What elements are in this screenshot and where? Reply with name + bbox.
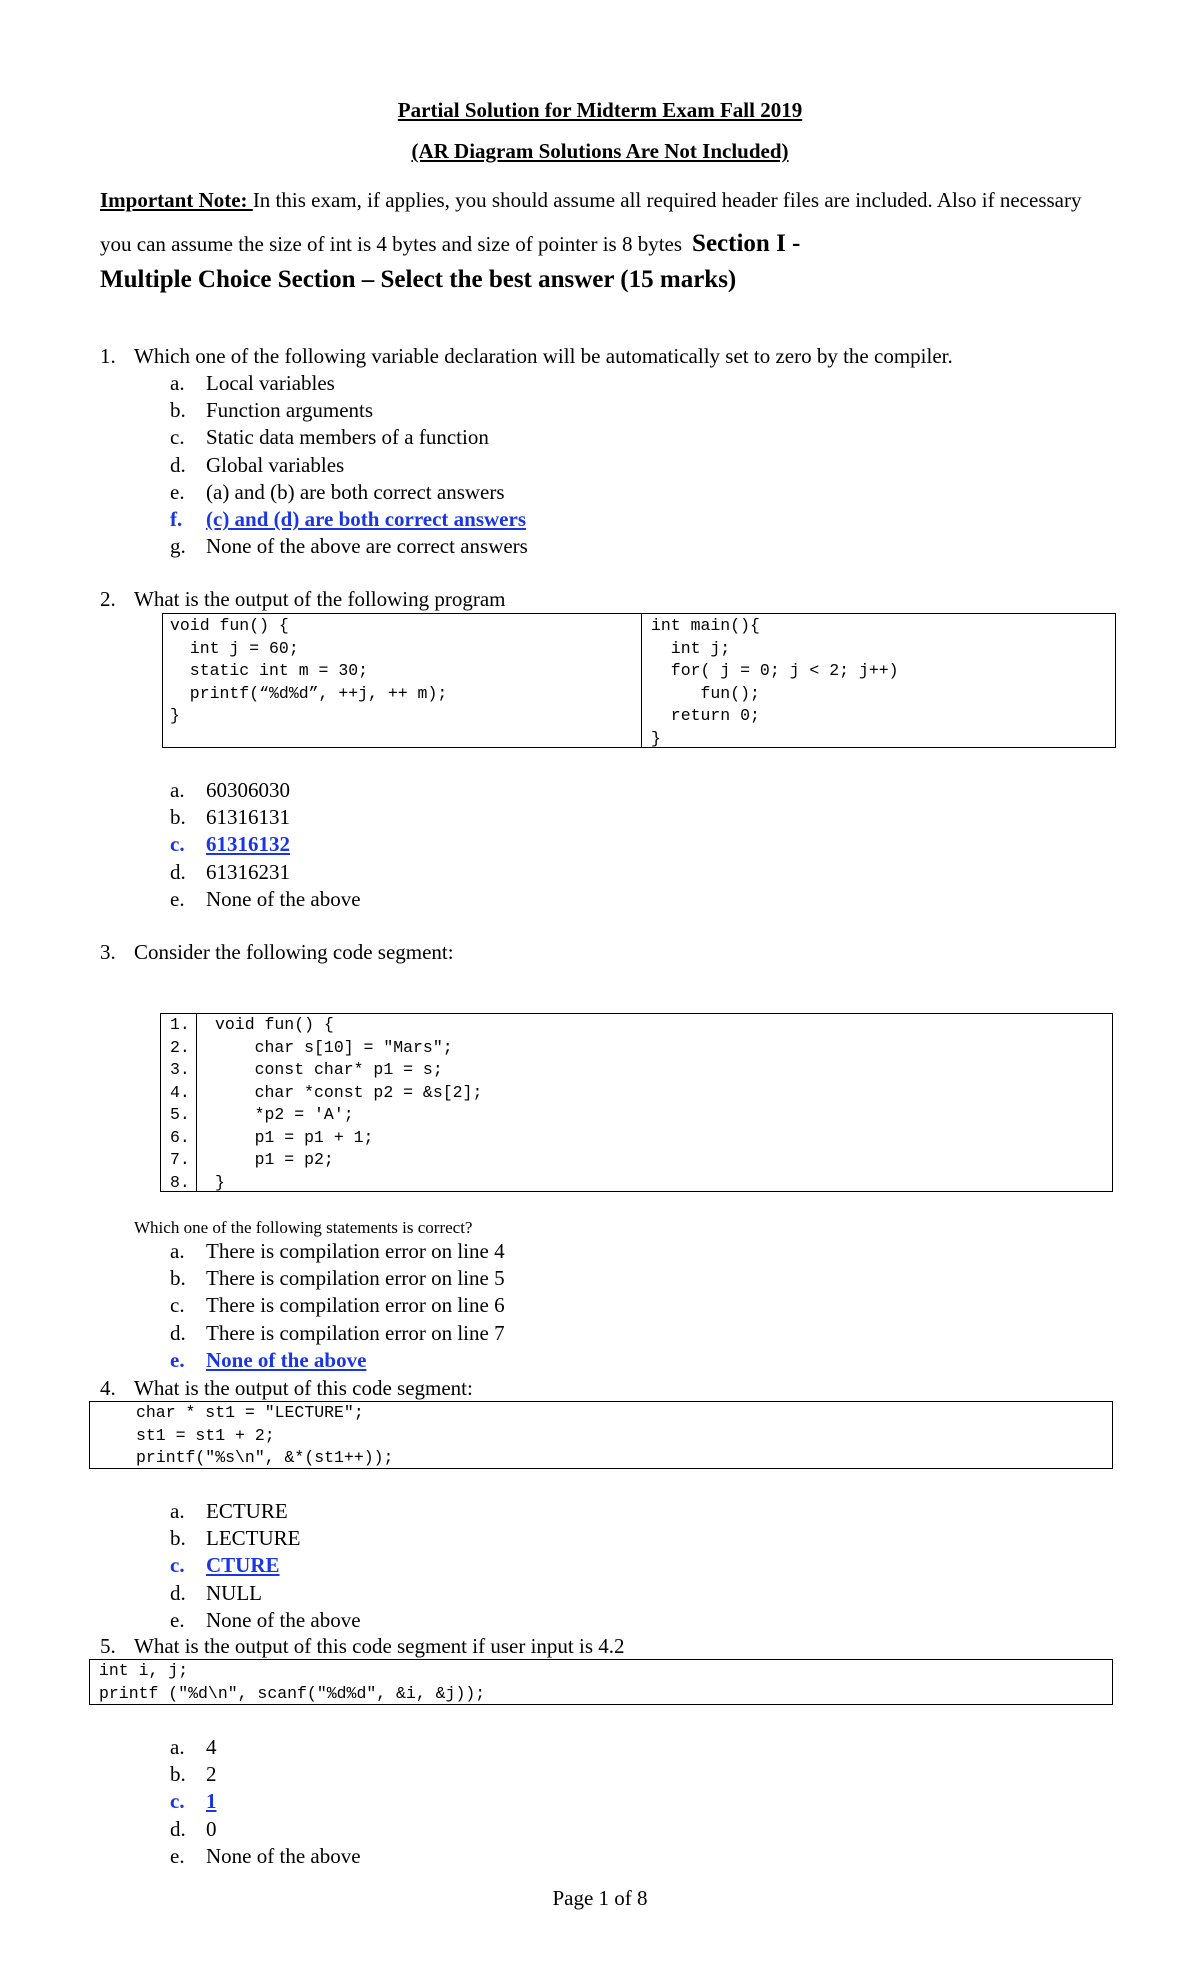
option-text: (a) and (b) are both correct answers	[206, 479, 505, 504]
answer-option	[170, 804, 361, 831]
option-text: None of the above	[206, 886, 361, 911]
code-line: int main(){	[651, 616, 760, 635]
question-text: What is the output of this code segment:	[134, 1376, 473, 1400]
option-label: e.	[170, 886, 185, 911]
code-line: st1 = st1 + 2;	[136, 1425, 275, 1445]
option-label: a.	[170, 1499, 185, 1523]
answer-option	[170, 1320, 505, 1347]
answer-option	[170, 1498, 361, 1525]
option-label: c.	[170, 1553, 185, 1578]
option-label: b.	[170, 1762, 186, 1787]
code-line: int i, j;	[99, 1661, 189, 1680]
code-line: 1.	[170, 1015, 190, 1034]
section-heading-part1: Section I -	[692, 230, 801, 257]
important-note	[100, 178, 1110, 266]
option-text: 61316131	[206, 805, 290, 830]
code-line: }	[215, 1172, 225, 1192]
option-label: d.	[170, 859, 186, 884]
answer-option	[170, 1580, 361, 1607]
option-text: 61316231	[206, 859, 290, 884]
question-4-options	[170, 1498, 361, 1634]
code-line: void fun() {	[215, 1015, 334, 1034]
answer-option	[170, 1525, 361, 1552]
note-text: In this exam, if applies, you should assume all required header files are included. Also if necessary you can assume the size of int is 4 bytes and size of pointer is 8 bytes	[100, 188, 1082, 256]
answer-option	[170, 397, 528, 424]
option-label: e.	[170, 1607, 185, 1632]
option-text: There is compilation error on line 5	[206, 1266, 505, 1291]
question-1-options	[170, 370, 528, 560]
sub-question: Which one of the following statements is correct?	[134, 1218, 473, 1237]
option-label: a.	[170, 1239, 185, 1263]
code-block	[136, 1402, 393, 1470]
code-line: 4.	[170, 1082, 190, 1102]
option-text: 1	[206, 1789, 217, 1814]
option-text: 2	[206, 1762, 217, 1787]
option-label: d.	[170, 1320, 186, 1345]
page-footer: Page 1 of 8	[552, 1886, 648, 1910]
section-heading-part2: Multiple Choice Section – Select the best answer (15 marks)	[100, 266, 737, 293]
question-text: Consider the following code segment:	[134, 940, 454, 964]
option-text: (c) and (d) are both correct answers	[206, 506, 526, 531]
code-line: 2.	[170, 1037, 190, 1057]
code-line: 6.	[170, 1127, 190, 1147]
code-block	[215, 1014, 482, 1194]
page-title: Partial Solution for Midterm Exam Fall 2019	[397, 98, 803, 122]
code-line: printf(“%d%d”, ++j, ++ m);	[170, 683, 448, 703]
answer-option	[170, 777, 361, 804]
answer-option-correct	[170, 506, 528, 533]
answer-option	[170, 1607, 361, 1634]
option-text: There is compilation error on line 4	[206, 1239, 505, 1263]
option-label: d.	[170, 452, 186, 477]
option-label: e.	[170, 1347, 185, 1372]
answer-option	[170, 1238, 505, 1265]
option-text: Static data members of a function	[206, 425, 489, 450]
answer-option	[170, 886, 361, 913]
question-number: 3.	[100, 940, 116, 964]
answer-option-correct	[170, 1552, 361, 1579]
option-text: 0	[206, 1816, 217, 1841]
question-text: Which one of the following variable declaration will be automatically set to zero by the compiler.	[134, 344, 953, 368]
answer-option	[170, 533, 528, 560]
answer-option	[170, 370, 528, 397]
code-line: char *const p2 = &s[2];	[215, 1082, 483, 1102]
code-block	[99, 1660, 485, 1705]
code-line: char s[10] = "Mars";	[215, 1037, 453, 1057]
code-line: int j = 60;	[170, 638, 299, 658]
page-subtitle: (AR Diagram Solutions Are Not Included)	[411, 139, 789, 163]
answer-option-correct	[170, 831, 361, 858]
option-text: There is compilation error on line 7	[206, 1320, 505, 1345]
option-label: a.	[170, 778, 185, 802]
answer-option	[170, 424, 528, 451]
option-label: d.	[170, 1816, 186, 1841]
option-label: b.	[170, 805, 186, 830]
code-line: for( j = 0; j < 2; j++)	[651, 661, 899, 680]
question-number: 5.	[100, 1634, 116, 1658]
answer-option	[170, 1816, 361, 1843]
answer-option	[170, 1761, 361, 1788]
note-label: Important Note:	[100, 188, 253, 212]
option-text: ECTURE	[206, 1499, 288, 1523]
code-block-right	[651, 615, 899, 750]
answer-option	[170, 859, 361, 886]
option-text: None of the above	[206, 1843, 361, 1868]
code-block-left	[170, 615, 447, 728]
option-text: Global variables	[206, 452, 345, 477]
code-line: static int m = 30;	[170, 661, 369, 680]
line-numbers	[170, 1014, 190, 1194]
option-label: b.	[170, 398, 186, 423]
question-text: What is the output of this code segment if user input is 4.2	[134, 1634, 625, 1658]
option-label: g.	[170, 534, 186, 559]
code-line: p1 = p1 + 1;	[215, 1127, 374, 1147]
option-text: 4	[206, 1735, 217, 1759]
question-2-options	[170, 777, 361, 913]
option-text: LECTURE	[206, 1526, 301, 1551]
code-line: printf ("%d\n", scanf("%d%d", &i, &j));	[99, 1683, 486, 1703]
option-text: Function arguments	[206, 398, 374, 423]
code-line: p1 = p2;	[215, 1150, 334, 1169]
option-label: a.	[170, 371, 185, 395]
option-label: b.	[170, 1526, 186, 1551]
option-text: There is compilation error on line 6	[206, 1293, 505, 1318]
code-line: fun();	[651, 683, 760, 703]
question-text: What is the output of the following program	[134, 587, 506, 611]
option-label: e.	[170, 1843, 185, 1868]
code-line: 8.	[170, 1172, 190, 1192]
option-text: Local variables	[206, 371, 335, 395]
option-label: f.	[170, 506, 183, 531]
question-5-options	[170, 1734, 361, 1870]
code-line: void fun() {	[170, 616, 289, 635]
code-line: return 0;	[651, 706, 760, 725]
option-label: c.	[170, 1789, 185, 1814]
question-number: 4.	[100, 1376, 116, 1400]
option-text: NULL	[206, 1580, 262, 1605]
code-line: }	[170, 706, 180, 725]
code-line: *p2 = 'A';	[215, 1105, 354, 1124]
answer-option-correct	[170, 1347, 505, 1374]
answer-option	[170, 479, 528, 506]
option-label: a.	[170, 1735, 185, 1759]
option-text: 61316132	[206, 832, 290, 857]
answer-option	[170, 1734, 361, 1761]
option-text: None of the above	[206, 1347, 367, 1372]
answer-option	[170, 1843, 361, 1870]
answer-option	[170, 452, 528, 479]
option-label: b.	[170, 1266, 186, 1291]
answer-option	[170, 1265, 505, 1292]
option-text: CTURE	[206, 1553, 280, 1578]
option-label: e.	[170, 479, 185, 504]
option-text: None of the above	[206, 1607, 361, 1632]
option-label: c.	[170, 1293, 185, 1318]
code-line: 5.	[170, 1105, 190, 1124]
option-label: c.	[170, 832, 185, 857]
answer-option	[170, 1292, 505, 1319]
question-3-options	[170, 1238, 505, 1374]
code-line: 3.	[170, 1060, 190, 1079]
code-divider	[641, 613, 642, 748]
answer-option-correct	[170, 1788, 361, 1815]
option-text: 60306030	[206, 778, 290, 802]
option-label: d.	[170, 1580, 186, 1605]
option-text: None of the above are correct answers	[206, 534, 528, 559]
code-line: char * st1 = "LECTURE";	[136, 1403, 364, 1422]
line-number-divider	[196, 1013, 197, 1192]
question-number: 1.	[100, 344, 116, 368]
code-line: printf("%s\n", &*(st1++));	[136, 1448, 394, 1467]
code-line: int j;	[651, 638, 731, 658]
option-label: c.	[170, 425, 185, 450]
code-line: const char* p1 = s;	[215, 1060, 443, 1079]
code-line: 7.	[170, 1150, 190, 1169]
question-number: 2.	[100, 587, 116, 611]
code-line: }	[651, 728, 661, 748]
